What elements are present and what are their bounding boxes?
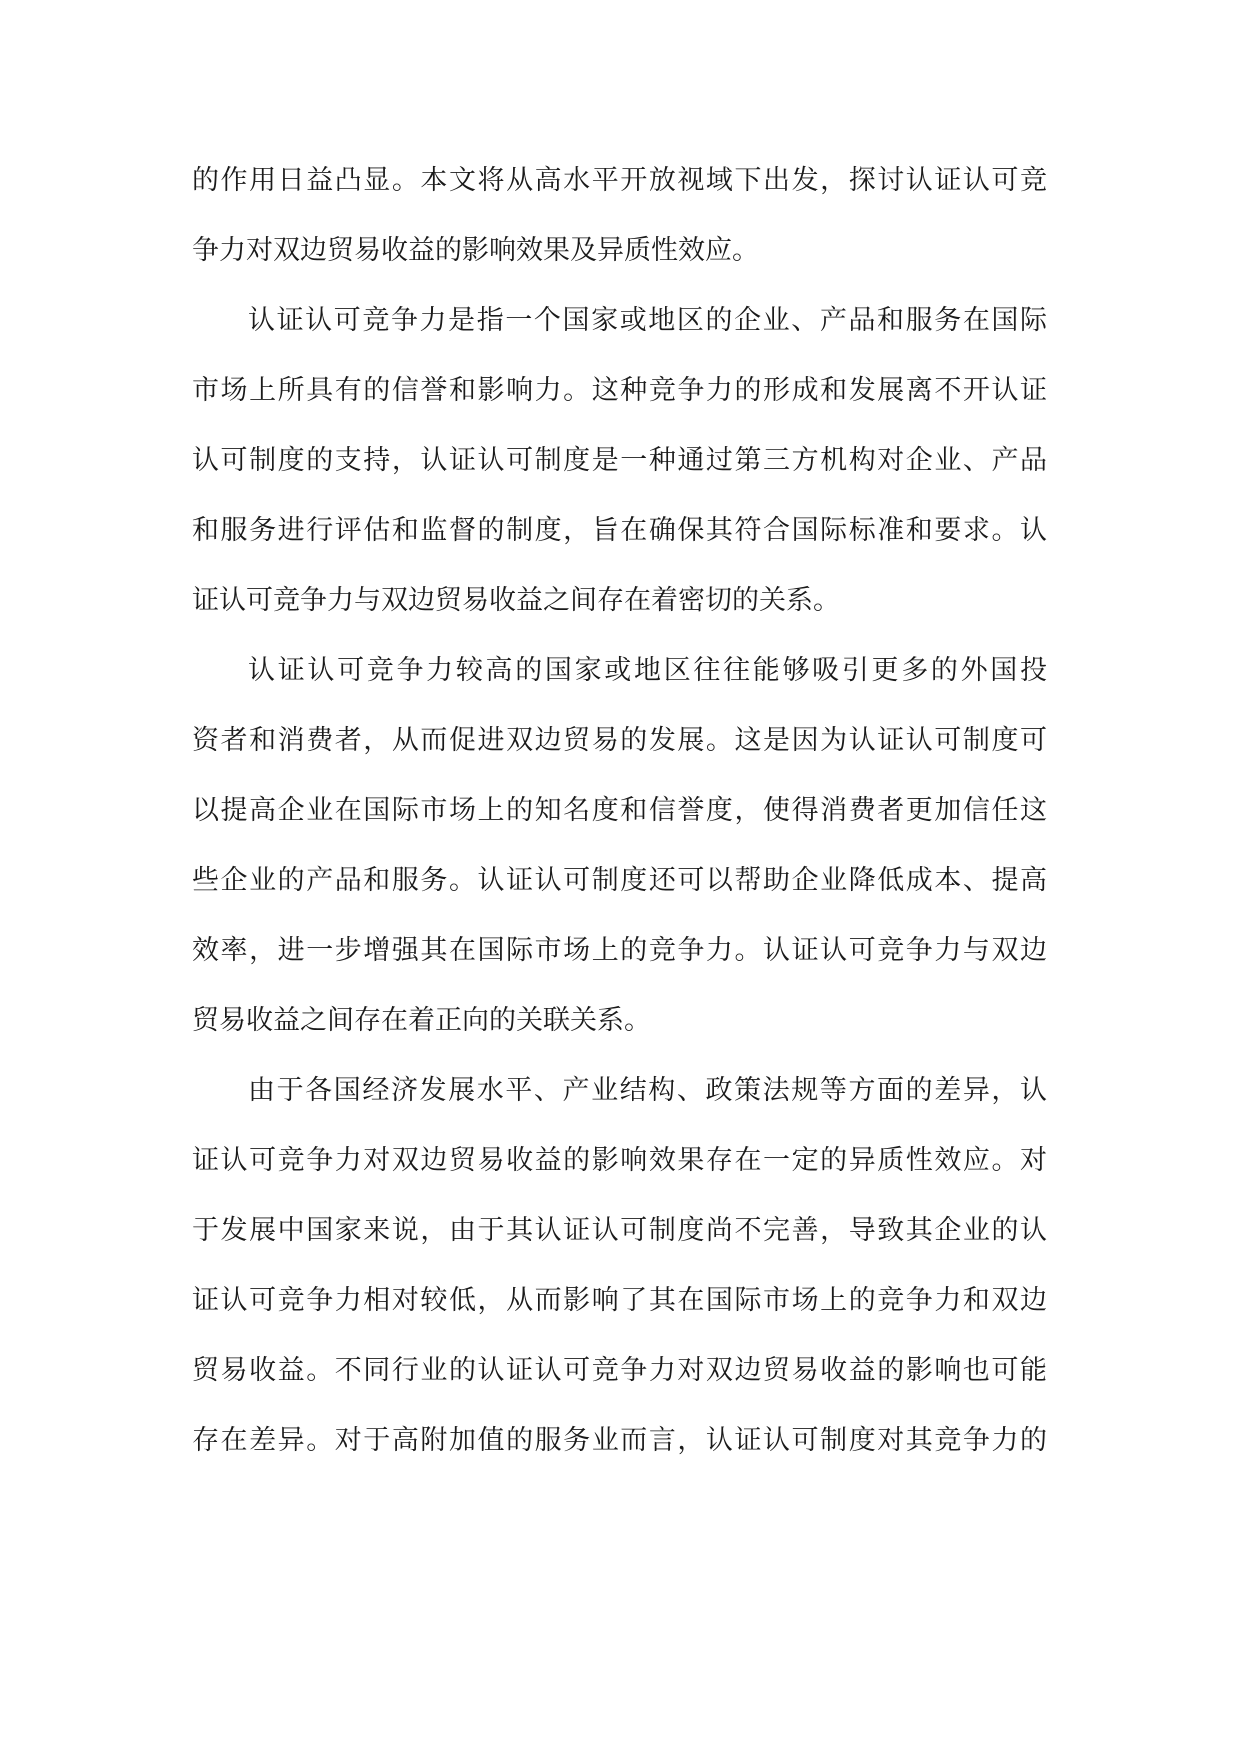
paragraph-3 xyxy=(192,636,1052,1056)
paragraph-4 xyxy=(192,1056,1052,1476)
document-body xyxy=(192,146,1052,1476)
text-line: 证认可竞争力对双边贸易收益的影响效果存在一定的异质性效应。对 xyxy=(192,1145,1047,1176)
text-line: 的作用日益凸显。本文将从高水平开放视域下出发，探讨认证认可竞 xyxy=(192,165,1047,196)
text-line: 认可制度的支持，认证认可制度是一种通过第三方机构对企业、产品 xyxy=(192,445,1047,476)
text-line: 认证认可竞争力较高的国家或地区往往能够吸引更多的外国投 xyxy=(248,655,1047,686)
text-line: 争力对双边贸易收益的影响效果及异质性效应。 xyxy=(192,235,759,266)
text-line: 证认可竞争力与双边贸易收益之间存在着密切的关系。 xyxy=(192,585,840,616)
text-line: 由于各国经济发展水平、产业结构、政策法规等方面的差异，认 xyxy=(248,1075,1047,1106)
paragraph-2 xyxy=(192,286,1052,636)
text-line: 和服务进行评估和监督的制度，旨在确保其符合国际标准和要求。认 xyxy=(192,515,1047,546)
text-line: 以提高企业在国际市场上的知名度和信誉度，使得消费者更加信任这 xyxy=(192,795,1047,826)
text-line: 证认可竞争力相对较低，从而影响了其在国际市场上的竞争力和双边 xyxy=(192,1285,1047,1316)
text-line: 贸易收益之间存在着正向的关联关系。 xyxy=(192,1005,651,1036)
text-line: 效率，进一步增强其在国际市场上的竞争力。认证认可竞争力与双边 xyxy=(192,935,1047,966)
text-line: 认证认可竞争力是指一个国家或地区的企业、产品和服务在国际 xyxy=(248,305,1047,336)
text-line: 存在差异。对于高附加值的服务业而言，认证认可制度对其竞争力的 xyxy=(192,1425,1047,1456)
text-line: 些企业的产品和服务。认证认可制度还可以帮助企业降低成本、提高 xyxy=(192,865,1047,896)
text-line: 资者和消费者，从而促进双边贸易的发展。这是因为认证认可制度可 xyxy=(192,725,1047,756)
text-line: 市场上所具有的信誉和影响力。这种竞争力的形成和发展离不开认证 xyxy=(192,375,1047,406)
paragraph-1 xyxy=(192,146,1052,286)
text-line: 贸易收益。不同行业的认证认可竞争力对双边贸易收益的影响也可能 xyxy=(192,1355,1047,1386)
text-line: 于发展中国家来说，由于其认证认可制度尚不完善，导致其企业的认 xyxy=(192,1215,1047,1246)
